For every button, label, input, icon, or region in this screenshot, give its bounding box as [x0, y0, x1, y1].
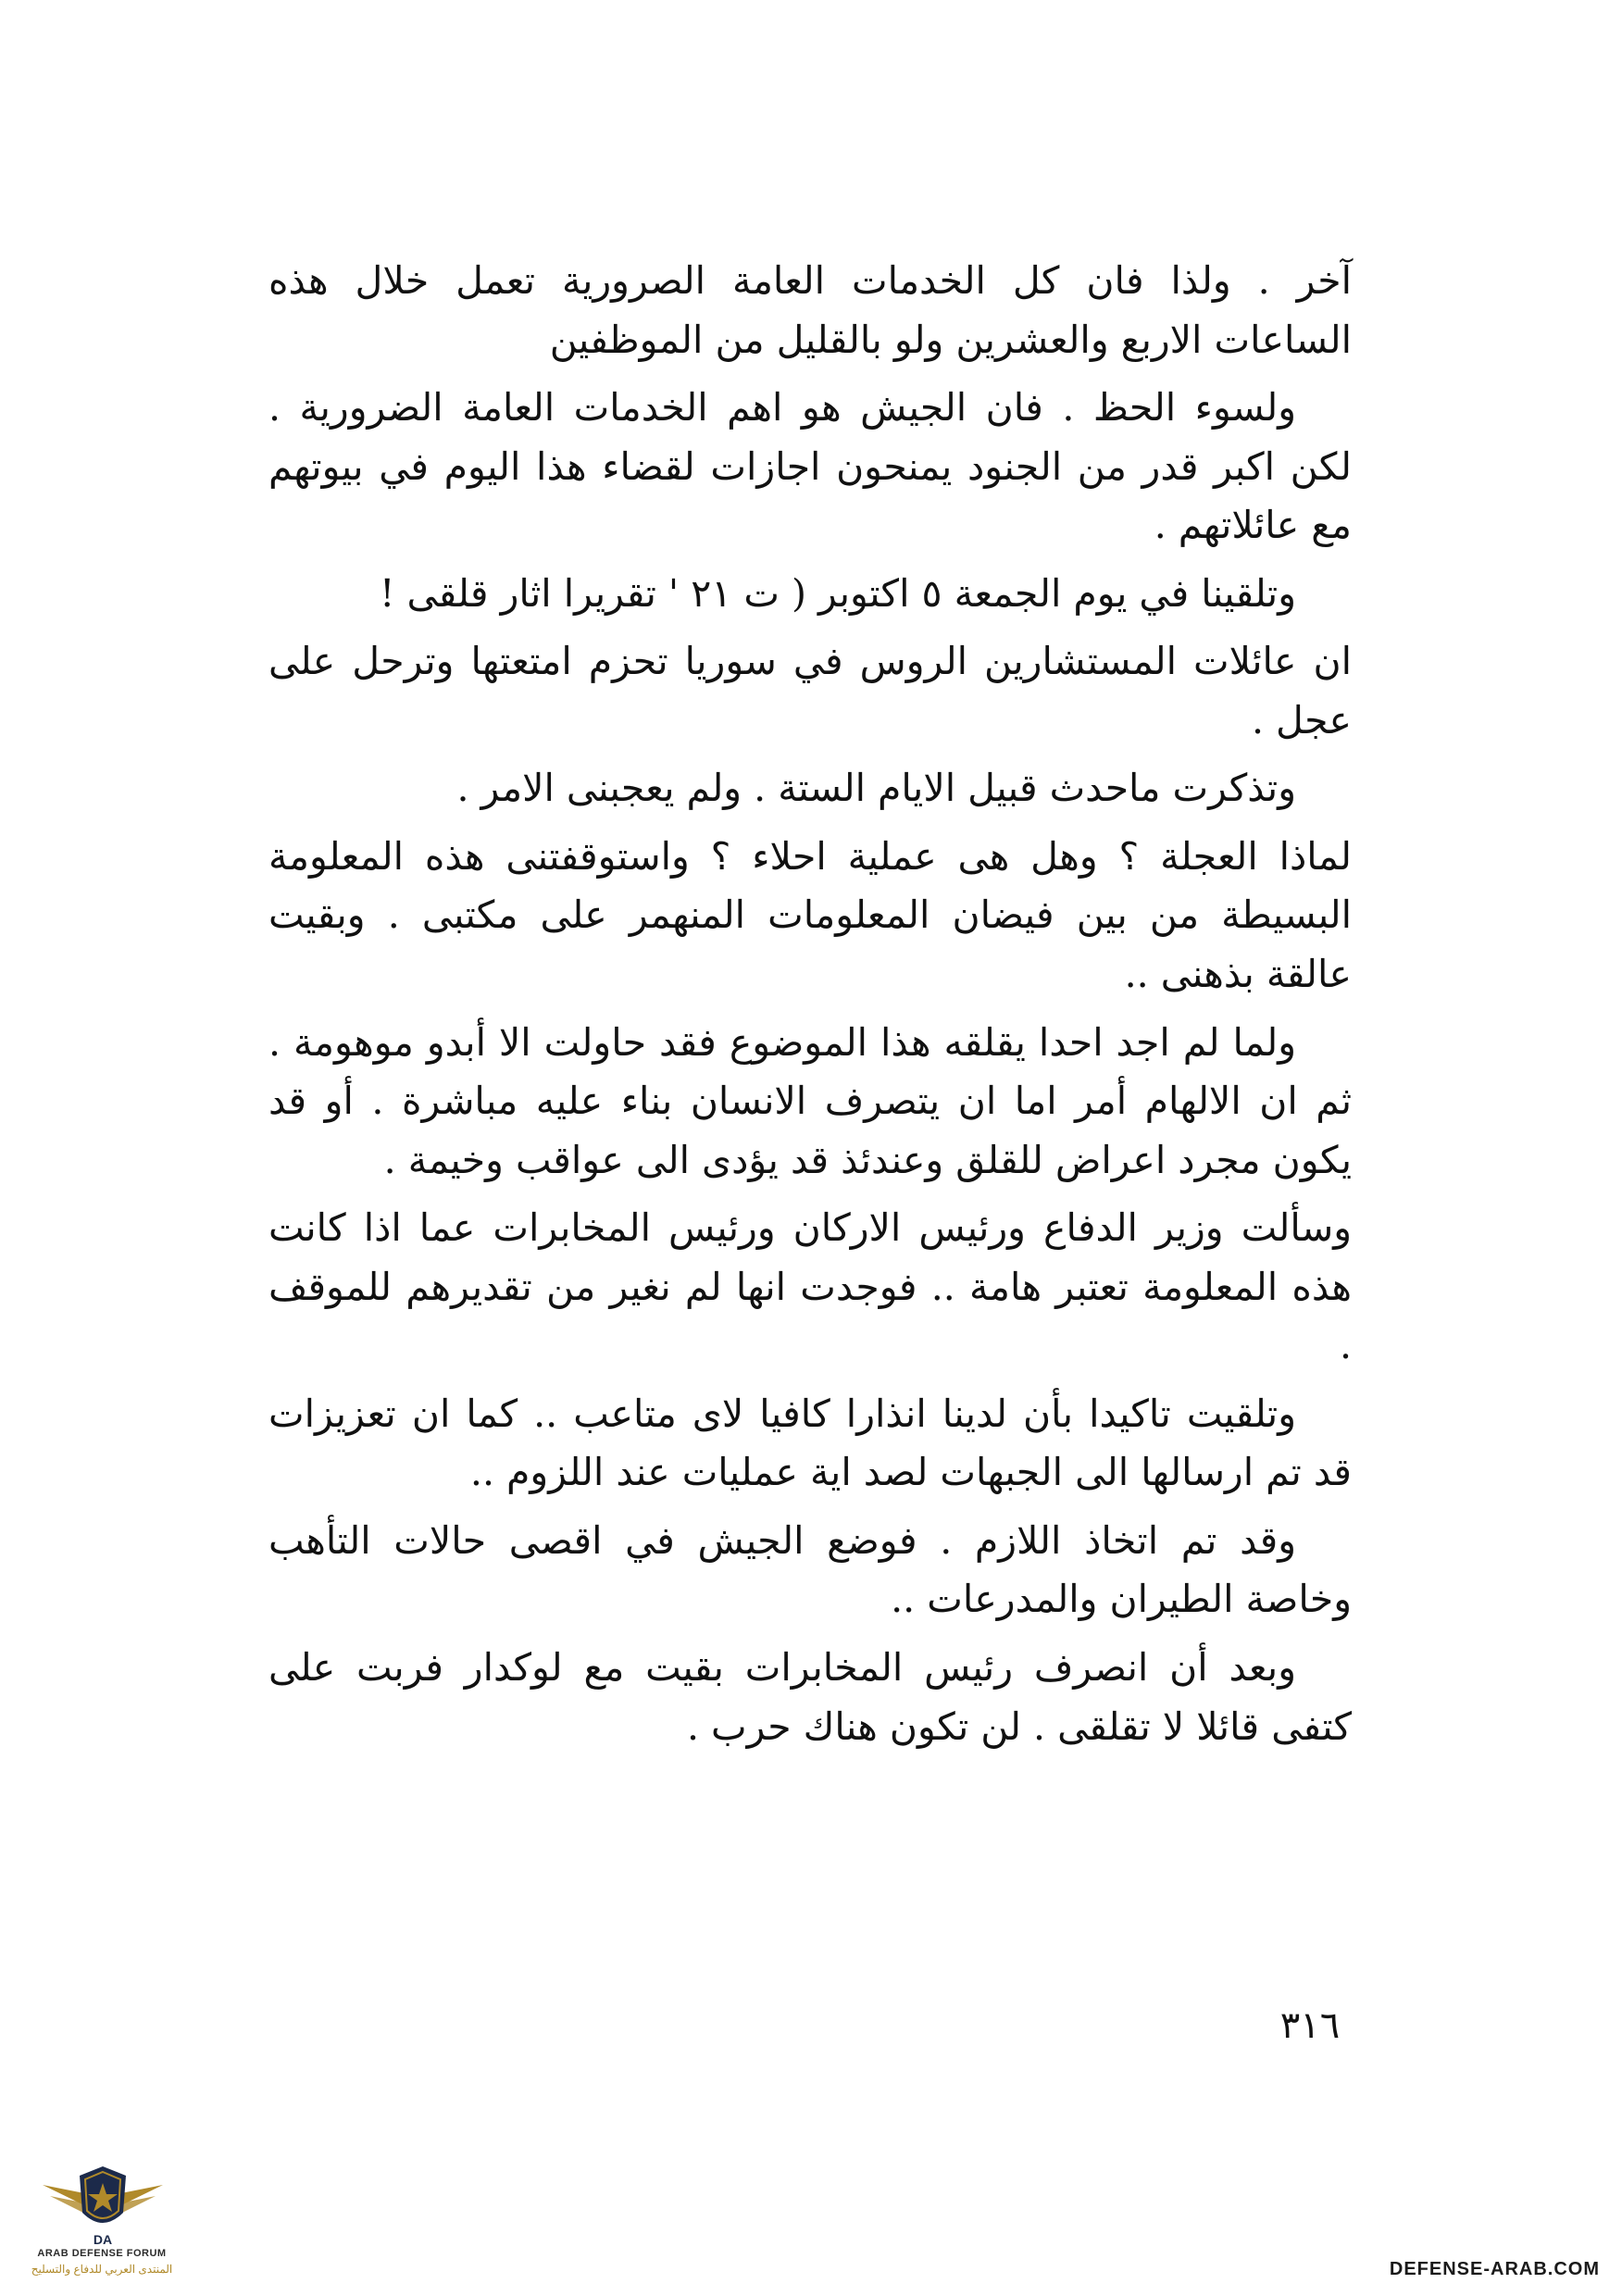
svg-text:DA: DA	[93, 2232, 113, 2247]
paragraph-2: ولسوء الحظ . فان الجيش هو اهم الخدمات العامة الضرورية . لكن اكبر قدر من الجنود يمنحون اجازات لقضاء هذا اليوم في بيوتهم مع عائلاتهم .	[268, 385, 1352, 548]
page-number: ٣١٦	[1279, 2004, 1341, 2047]
paragraph-10: وقد تم اتخاذ اللازم . فوضع الجيش في اقصى حالات التأهب وخاصة الطيران والمدرعات ..	[268, 1517, 1352, 1622]
logo-arabic-title: المنتدى العربي للدفاع والتسليح	[31, 2263, 173, 2276]
paragraph-11: وبعد أن انصرف رئيس المخابرات بقيت مع لوكدار فربت على كتفى قائلا لا تقلقى . لن تكون هناك حرب .	[268, 1645, 1352, 1749]
paragraph-9: وتلقيت تاكيدا بأن لدينا انذارا كافيا لاى متاعب .. كما ان تعزيزات قد تم ارسالها الى الجبهات لصد اية عمليات عند اللزوم ..	[268, 1391, 1352, 1495]
paragraph-4: ان عائلات المستشارين الروس في سوريا تحزم امتعتها وترحل على عجل .	[268, 639, 1352, 742]
paragraph-6: لماذا العجلة ؟ وهل هى عملية احلاء ؟ واستوقفتنى هذه المعلومة البسيطة من بين فيضان المعلومات المنهمر على مكتبى . وبقيت عالقة بذهنى ..	[268, 833, 1352, 997]
paragraph-8: وسألت وزير الدفاع ورئيس الاركان ورئيس المخابرات عما اذا كانت هذه المعلومة تعتبر هامة .. فوجدت انها لم نغير من تقديرهم للموقف .	[268, 1205, 1352, 1368]
site-url-watermark: DEFENSE-ARAB.COM	[1389, 2259, 1600, 2279]
paragraph-3: وتلقينا في يوم الجمعة ٥ اكتوبر ( ت ٢١ ' تقريرا اثار قلقى !	[379, 570, 1296, 616]
paragraph-1: آخر . ولذا فان كل الخدمات العامة الصرورية تعمل خلال هذه الساعات الاربع والعشرين ولو بالقليل من الموظفين	[268, 258, 1352, 362]
body-text	[268, 252, 1352, 1766]
paragraph-5: وتذكرت ماحدث قبيل الايام الستة . ولم يعجبنى الامر .	[456, 766, 1296, 811]
paragraph-7: ولما لم اجد احدا يقلقه هذا الموضوع فقد حاولت الا أبدو موهومة . ثم ان الالهام أمر اما ان يتصرف الانسان بناء عليه مباشرة . أو قد يكون مجرد اعراض للقلق وعندئذ قد يؤدى الى عواقب وخيمة .	[268, 1019, 1352, 1182]
logo-title: ARAB DEFENSE FORUM	[37, 2248, 167, 2259]
